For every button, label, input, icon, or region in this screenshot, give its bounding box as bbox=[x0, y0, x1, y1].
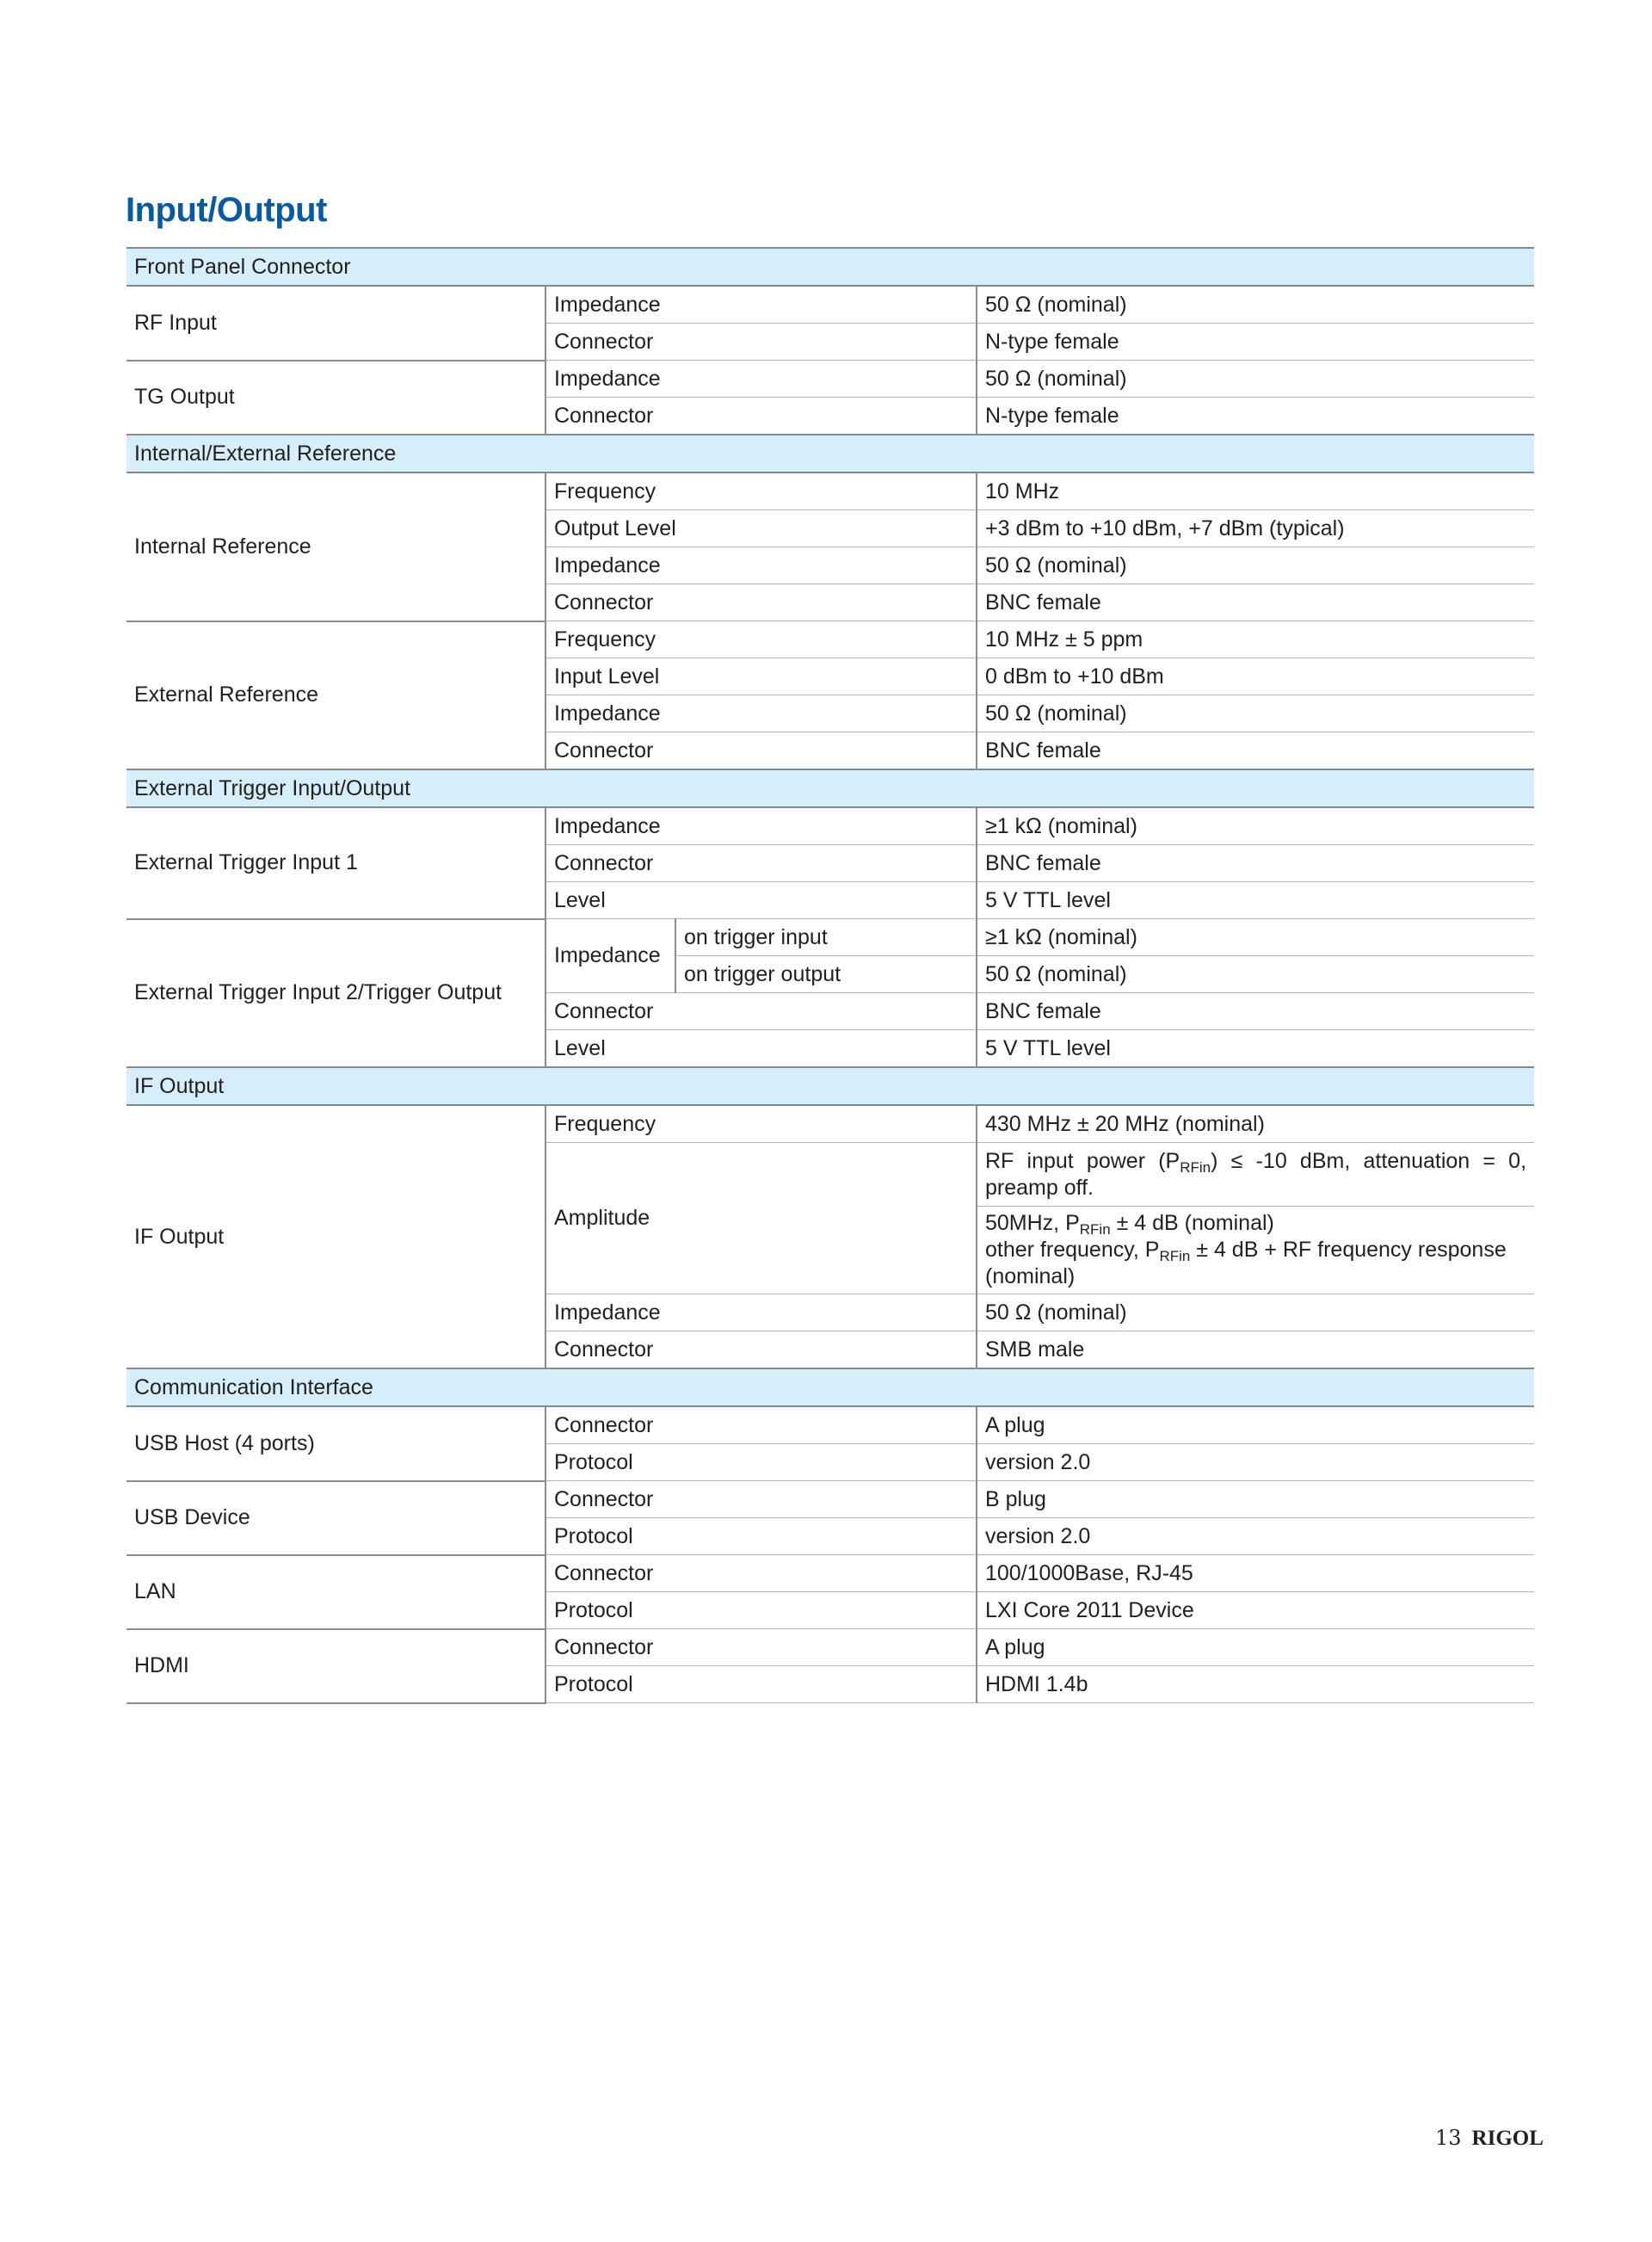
param-value: 10 MHz ± 5 ppm bbox=[977, 621, 1534, 658]
param-value: SMB male bbox=[977, 1331, 1534, 1369]
param-value: A plug bbox=[977, 1629, 1534, 1666]
param-value: BNC female bbox=[977, 845, 1534, 882]
group-label: IF Output bbox=[126, 1105, 546, 1368]
param-value: 50 Ω (nominal) bbox=[977, 1294, 1534, 1331]
param-label: Connector bbox=[546, 1331, 977, 1369]
param-label: Impedance bbox=[546, 807, 977, 845]
section-header bbox=[126, 248, 1534, 286]
table-row bbox=[126, 361, 1534, 398]
section-title: External Trigger Input/Output bbox=[126, 769, 1534, 807]
param-value: HDMI 1.4b bbox=[977, 1666, 1534, 1703]
param-value bbox=[977, 1143, 1534, 1207]
table-row bbox=[126, 472, 1534, 510]
value-text: ± 4 dB + RF frequency response (nominal) bbox=[985, 1238, 1507, 1288]
table-row bbox=[126, 1629, 1534, 1666]
section-header bbox=[126, 1368, 1534, 1406]
subscript: RFin bbox=[1159, 1248, 1191, 1264]
param-value: 100/1000Base, RJ-45 bbox=[977, 1555, 1534, 1592]
param-label: Connector bbox=[546, 845, 977, 882]
group-label: HDMI bbox=[126, 1629, 546, 1703]
table-row bbox=[126, 807, 1534, 845]
value-text: 50MHz, P bbox=[985, 1211, 1080, 1235]
page-footer bbox=[1435, 2126, 1544, 2151]
param-value: 50 Ω (nominal) bbox=[977, 695, 1534, 732]
table-row bbox=[126, 286, 1534, 324]
table-row bbox=[126, 1105, 1534, 1143]
param-label: Connector bbox=[546, 1555, 977, 1592]
param-label: Impedance bbox=[546, 547, 977, 584]
group-label: Internal Reference bbox=[126, 472, 546, 621]
table-row bbox=[126, 621, 1534, 658]
param-label: Connector bbox=[546, 993, 977, 1030]
param-label: Amplitude bbox=[546, 1143, 977, 1294]
group-label: USB Host (4 ports) bbox=[126, 1406, 546, 1481]
param-value: BNC female bbox=[977, 732, 1534, 770]
param-label: Frequency bbox=[546, 1105, 977, 1143]
param-value: N-type female bbox=[977, 398, 1534, 435]
param-label: Connector bbox=[546, 324, 977, 361]
section-title: IF Output bbox=[126, 1067, 1534, 1105]
table-row bbox=[126, 1555, 1534, 1592]
param-value: 50 Ω (nominal) bbox=[977, 286, 1534, 324]
value-text: RF input power (P bbox=[985, 1148, 1180, 1173]
param-label: Frequency bbox=[546, 472, 977, 510]
section-header bbox=[126, 769, 1534, 807]
param-value: LXI Core 2011 Device bbox=[977, 1592, 1534, 1629]
group-label: TG Output bbox=[126, 361, 546, 435]
value-text: ± 4 dB (nominal) bbox=[1110, 1211, 1274, 1235]
param-value: BNC female bbox=[977, 993, 1534, 1030]
param-label: Protocol bbox=[546, 1444, 977, 1481]
param-value: 0 dBm to +10 dBm bbox=[977, 658, 1534, 695]
param-label: Protocol bbox=[546, 1518, 977, 1555]
param-value: 50 Ω (nominal) bbox=[977, 956, 1534, 993]
param-label: Impedance bbox=[546, 286, 977, 324]
param-label: Protocol bbox=[546, 1592, 977, 1629]
sub-param-label: on trigger output bbox=[675, 956, 977, 993]
group-label: External Trigger Input 2/Trigger Output bbox=[126, 919, 546, 1068]
param-value: 50 Ω (nominal) bbox=[977, 361, 1534, 398]
param-label: Connector bbox=[546, 398, 977, 435]
param-label: Impedance bbox=[546, 695, 977, 732]
param-value: B plug bbox=[977, 1481, 1534, 1518]
param-label: Connector bbox=[546, 1481, 977, 1518]
param-label: Level bbox=[546, 1030, 977, 1068]
param-label: Connector bbox=[546, 584, 977, 621]
section-title: Communication Interface bbox=[126, 1368, 1534, 1406]
subscript: RFin bbox=[1180, 1158, 1211, 1176]
table-row bbox=[126, 919, 1534, 956]
param-value: 10 MHz bbox=[977, 472, 1534, 510]
param-label: Output Level bbox=[546, 510, 977, 547]
section-title: Front Panel Connector bbox=[126, 248, 1534, 286]
subscript: RFin bbox=[1079, 1221, 1111, 1238]
spec-table bbox=[126, 247, 1534, 1704]
param-label: Impedance bbox=[546, 919, 675, 993]
param-label: Connector bbox=[546, 1406, 977, 1444]
section-header bbox=[126, 435, 1534, 472]
param-value: +3 dBm to +10 dBm, +7 dBm (typical) bbox=[977, 510, 1534, 547]
param-value: version 2.0 bbox=[977, 1444, 1534, 1481]
table-row bbox=[126, 1481, 1534, 1518]
param-label: Connector bbox=[546, 732, 977, 770]
page-title: Input/Output bbox=[126, 191, 327, 229]
param-label: Impedance bbox=[546, 1294, 977, 1331]
section-title: Internal/External Reference bbox=[126, 435, 1534, 472]
param-label: Protocol bbox=[546, 1666, 977, 1703]
sub-param-label: on trigger input bbox=[675, 919, 977, 956]
table-row bbox=[126, 1406, 1534, 1444]
group-label: RF Input bbox=[126, 286, 546, 361]
value-text: other frequency, P bbox=[985, 1238, 1160, 1262]
param-label: Level bbox=[546, 882, 977, 919]
value-text: ) ≤ -10 dBm, attenuation = 0, preamp off. bbox=[985, 1148, 1527, 1200]
param-value: ≥1 kΩ (nominal) bbox=[977, 919, 1534, 956]
param-value: N-type female bbox=[977, 324, 1534, 361]
param-value: version 2.0 bbox=[977, 1518, 1534, 1555]
param-label: Frequency bbox=[546, 621, 977, 658]
section-header bbox=[126, 1067, 1534, 1105]
param-label: Connector bbox=[546, 1629, 977, 1666]
param-value: 430 MHz ± 20 MHz (nominal) bbox=[977, 1105, 1534, 1143]
group-label: External Trigger Input 1 bbox=[126, 807, 546, 919]
param-value: 5 V TTL level bbox=[977, 882, 1534, 919]
group-label: LAN bbox=[126, 1555, 546, 1629]
brand-logo: RIGOL bbox=[1471, 2127, 1544, 2150]
group-label: USB Device bbox=[126, 1481, 546, 1555]
param-value: BNC female bbox=[977, 584, 1534, 621]
param-value: ≥1 kΩ (nominal) bbox=[977, 807, 1534, 845]
param-value: 50 Ω (nominal) bbox=[977, 547, 1534, 584]
param-label: Input Level bbox=[546, 658, 977, 695]
param-label: Impedance bbox=[546, 361, 977, 398]
param-value: A plug bbox=[977, 1406, 1534, 1444]
group-label: External Reference bbox=[126, 621, 546, 770]
page-number: 13 bbox=[1435, 2126, 1462, 2150]
param-value bbox=[977, 1207, 1534, 1294]
param-value: 5 V TTL level bbox=[977, 1030, 1534, 1068]
